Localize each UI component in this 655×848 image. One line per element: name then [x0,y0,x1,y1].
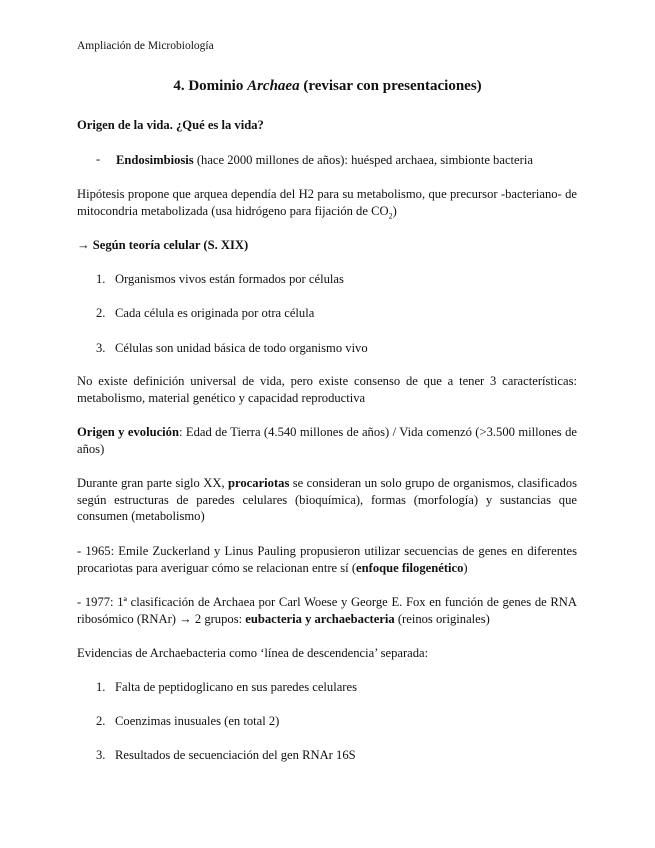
siglo-post: se consideran un solo grupo de organismos, clasificados según estructuras de paredes celulares (bioquímica), formas (morfología) y sustancias que consumen (metabolismo) [77,476,577,523]
section-heading-origen: Origen de la vida. ¿Qué es la vida? [77,118,264,132]
p1977-post: (reinos originales) [394,611,490,626]
list-number: 1. [96,680,106,694]
list-text: Cada célula es originada por otra célula [115,306,315,320]
title-italic: Archaea [247,78,300,94]
list-number: 2. [96,714,106,728]
paragraph-origen-evolucion [77,424,577,457]
bullet-endosimbiosis [116,152,576,169]
page-title [0,78,655,95]
paragraph-evidencias: Evidencias de Archaebacteria como ‘línea de descendencia’ separada: [77,646,429,660]
siglo-pre: Durante gran parte siglo XX, [77,476,229,490]
paragraph-siglo-xx [77,475,577,525]
p1977-bold: eubacteria y archaebacteria [245,611,395,626]
co2-subscript: 2 [388,211,393,221]
p1965-post: ) [463,560,468,575]
hipotesis-end: ) [392,203,397,218]
paragraph-definicion: No existe definición universal de vida, pero existe consenso de que a tener 3 características: metabolismo, material genético y capacidad reproductiva [77,374,577,405]
list-item [96,340,576,357]
list-text: Coenzimas inusuales (en total 2) [115,714,280,728]
title-suffix: (revisar con presentaciones) [299,78,482,94]
list-text: Falta de peptidoglicano en sus paredes celulares [115,680,357,694]
siglo-bold: procariotas [228,476,290,490]
title-prefix: 4. Dominio [173,78,248,94]
p1965-pre: - 1965: Emile Zuckerland y Linus Pauling propusieron utilizar secuencias de genes en diferentes procariotas para averiguar cómo se relacionan entre sí ( [77,544,577,575]
origen-bold: Origen y evolución [77,425,179,439]
list-item [96,271,576,288]
list-text: Resultados de secuenciación del gen RNAr 16S [115,748,356,762]
origen-text: : Edad de Tierra (4.540 millones de años) / Vida comenzó (>3.500 millones de años) [77,425,577,456]
p1977-pre: - 1977: 1ª clasificación de Archaea por Carl Woese y George E. Fox en función de genes de RNA ribosómico (RNAr) → 2 grupos: [77,595,577,626]
list-number: 3. [96,341,106,355]
list-number: 1. [96,272,106,286]
page-header: Ampliación de Microbiología [77,40,214,52]
paragraph-1965 [77,543,577,576]
list-number: 3. [96,748,106,762]
hipotesis-text: Hipótesis propone que arquea dependía del H2 para su metabolismo, que precursor -bacteriano- de mitocondria metabolizada (usa hidrógeno para fijación de CO [77,187,577,218]
bullet-text: (hace 2000 millones de años): huésped archaea, simbionte bacteria [193,153,533,167]
list-text: Células son unidad básica de todo organismo vivo [115,341,368,355]
list-item [96,713,576,730]
paragraph-1977 [77,594,577,627]
list-text: Organismos vivos están formados por células [115,272,344,286]
bullet-bold: Endosimbiosis [116,153,194,167]
section-heading-teoria: → Según teoría celular (S. XIX) [77,238,249,252]
bullet-marker: - [96,152,101,166]
list-item [96,747,576,764]
paragraph-hipotesis [77,186,577,225]
p1965-bold: enfoque filogenético [356,560,464,575]
list-item [96,305,576,322]
list-number: 2. [96,306,106,320]
list-item [96,679,576,696]
